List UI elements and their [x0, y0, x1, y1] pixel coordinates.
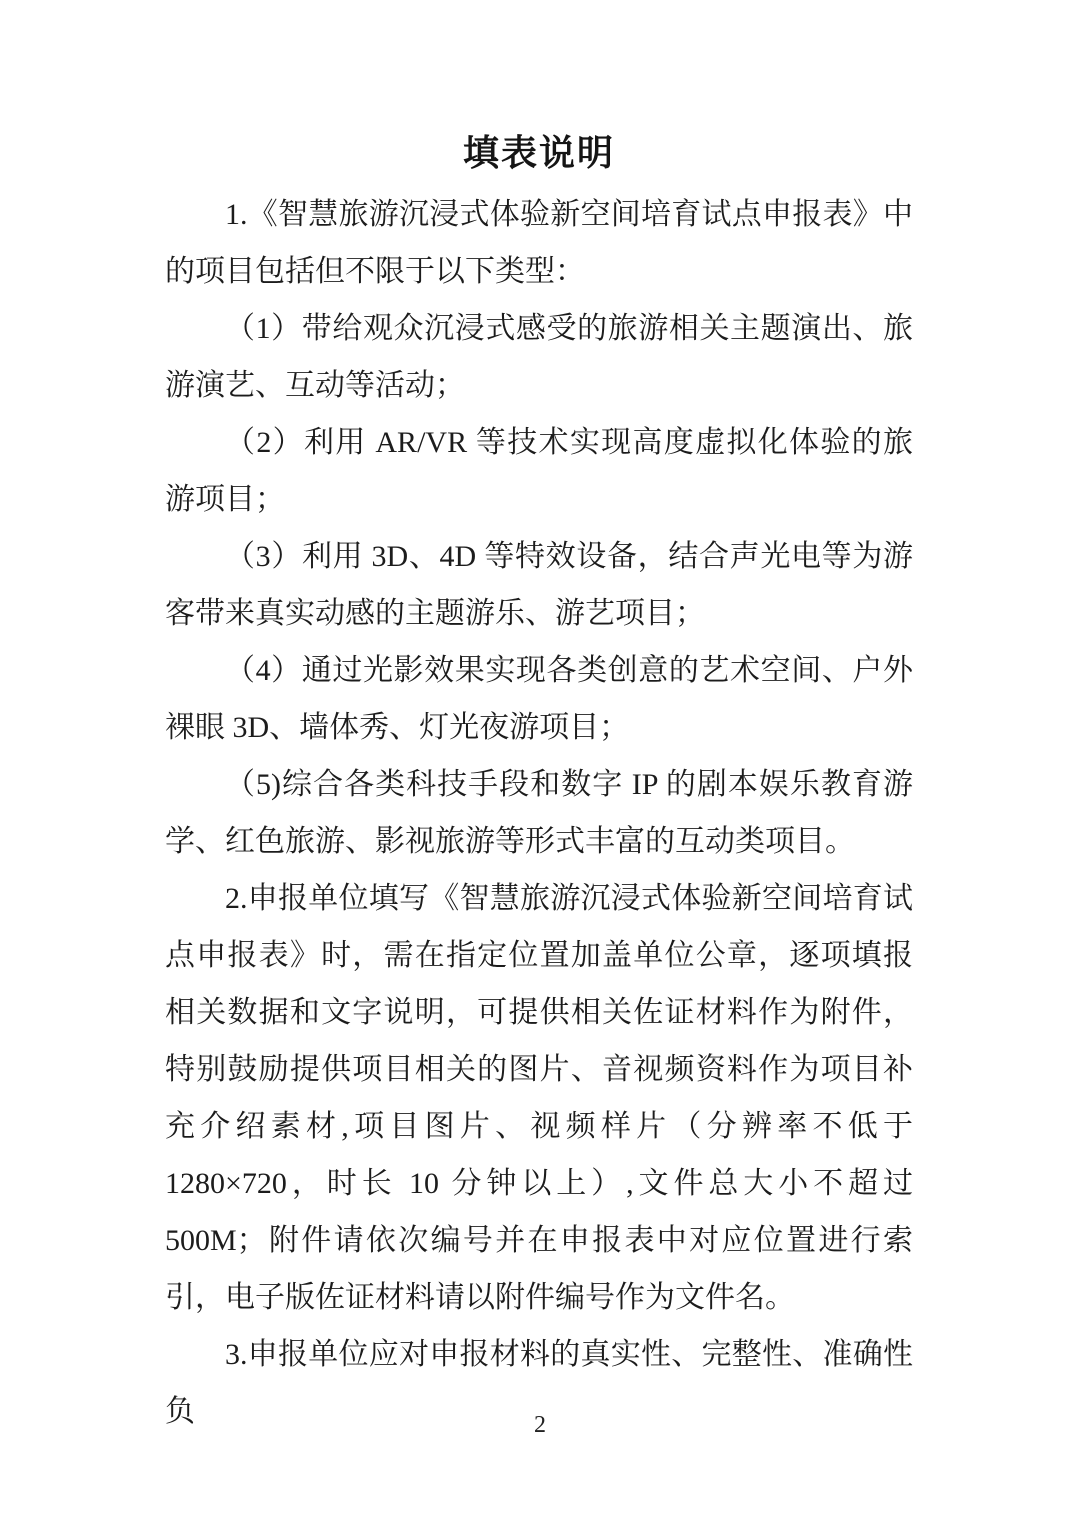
- page-title: 填表说明: [462, 133, 615, 174]
- doc-paragraph: （5)综合各类科技手段和数字 IP 的剧本娱乐教育游学、红色旅游、影视旅游等形式丰富的互动类项目。: [165, 768, 913, 858]
- doc-paragraph: （3）利用 3D、4D 等特效设备，结合声光电等为游客带来真实动感的主题游乐、游艺项目；: [165, 540, 913, 630]
- doc-paragraph: （4）通过光影效果实现各类创意的艺术空间、户外裸眼 3D、墙体秀、灯光夜游项目；: [165, 654, 913, 744]
- page-number: 2: [534, 1412, 546, 1438]
- doc-paragraph: （1）带给观众沉浸式感受的旅游相关主题演出、旅游演艺、互动等活动；: [165, 312, 913, 402]
- doc-paragraph: 1.《智慧旅游沉浸式体验新空间培育试点申报表》中的项目包括但不限于以下类型：: [165, 198, 913, 288]
- doc-paragraph: 2.申报单位填写《智慧旅游沉浸式体验新空间培育试点申报表》时，需在指定位置加盖单位公章，逐项填报相关数据和文字说明，可提供相关佐证材料作为附件，特别鼓励提供项目相关的图片、音视频资料作为项目补充介绍素材,项目图片、视频样片（分辨率不低于 1280×720，时长 10 分钟以上）,文件总大小不超过 500M；附件请依次编号并在申报表中对应位置进行索引，电子版佐证材料请以附件编号作为文件名。: [165, 882, 913, 1314]
- document-body: [165, 186, 913, 1440]
- doc-paragraph: 3.申报单位应对申报材料的真实性、完整性、准确性负: [165, 1338, 913, 1428]
- doc-paragraph: （2）利用 AR/VR 等技术实现高度虚拟化体验的旅游项目；: [165, 426, 913, 516]
